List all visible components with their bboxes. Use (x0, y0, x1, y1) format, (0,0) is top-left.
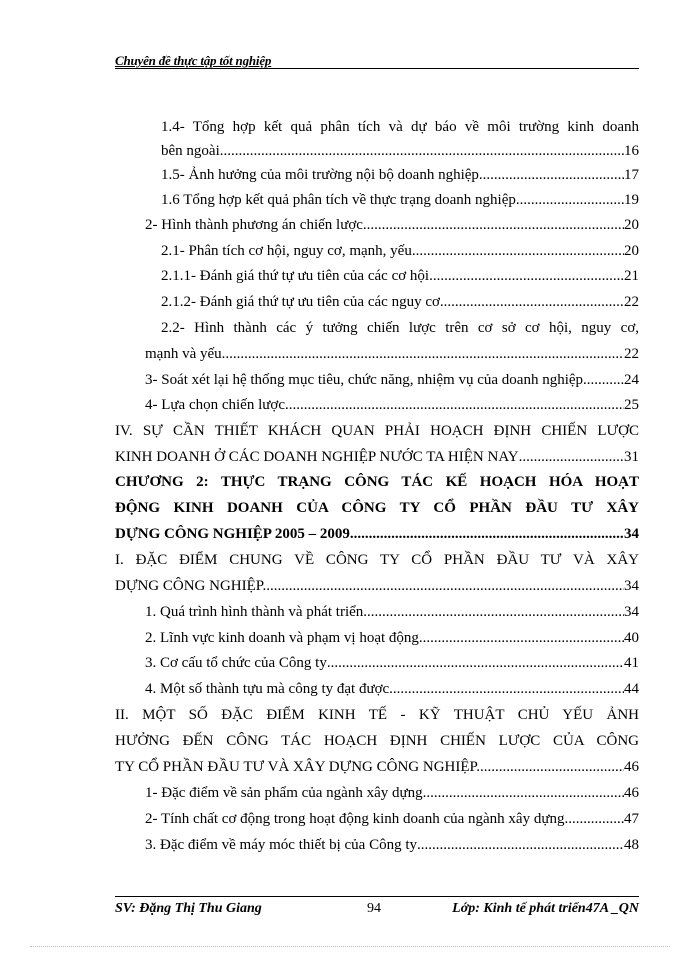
toc-text: 2. Lĩnh vực kinh doanh và phạm vị hoạt động (145, 630, 419, 646)
toc-text: 1.4- Tổng hợp kết quả phân tích và dự báo về môi trường kinh doanh (161, 119, 639, 135)
leader-dots (285, 395, 624, 415)
leader-dots (354, 524, 624, 544)
toc-text: 1- Đặc điểm về sản phẩm của ngành xây dựng (145, 785, 423, 801)
toc-text: KINH DOANH Ở CÁC DOANH NGHIỆP NƯỚC TA HIỆN NAY (115, 449, 519, 465)
toc-page: 41 (624, 655, 639, 671)
toc-entry-i-line1 (115, 550, 639, 570)
toc-page: 20 (624, 217, 639, 233)
leader-dots (423, 783, 624, 803)
leader-dots (480, 757, 624, 777)
leader-dots (363, 215, 624, 235)
footer-student: SV: Đặng Thị Thu Giang (115, 901, 262, 916)
toc-chapter-2-line1 (115, 472, 639, 492)
toc-page: 25 (624, 397, 639, 413)
toc-text: 1.5- Ảnh hưởng của môi trường nội bộ doanh nghiệp (161, 167, 479, 183)
toc-entry-i-3[interactable] (145, 653, 639, 673)
toc-page: 24 (624, 372, 639, 388)
toc-page: 46 (624, 785, 639, 801)
leader-dots (564, 809, 624, 829)
toc-text: CHƯƠNG 2: THỰC TRẠNG CÔNG TÁC KẾ HOẠCH HÓA HOẠT (115, 474, 639, 490)
toc-page: 34 (624, 578, 639, 594)
toc-text: DỰNG CÔNG NGHIỆP. (115, 578, 267, 594)
toc-text: HƯỞNG ĐẾN CÔNG TÁC HOẠCH ĐỊNH CHIẾN LƯỢC CỦA CÔNG (115, 733, 639, 749)
toc-page: 47 (624, 811, 639, 827)
toc-entry-3[interactable] (145, 370, 639, 390)
leader-dots (583, 370, 624, 390)
toc-text: I. ĐẶC ĐIỂM CHUNG VỀ CÔNG TY CỔ PHẦN ĐẦU TƯ VÀ XÂY (115, 552, 639, 568)
toc-entry-ii-line2 (115, 731, 639, 751)
leader-dots (222, 344, 624, 364)
toc-entry-1-4-line1 (161, 117, 639, 137)
header-title: Chuyên đề thực tập tốt nghiệp (115, 53, 272, 68)
leader-dots (417, 835, 624, 855)
toc-page: 21 (624, 268, 639, 284)
toc-text: IV. SỰ CẦN THIẾT KHÁCH QUAN PHẢI HOẠCH ĐỊNH CHIẾN LƯỢC (115, 423, 639, 439)
leader-dots (516, 190, 624, 210)
toc-entry-ii-line1 (115, 705, 639, 725)
toc-text: 2.1.1- Đánh giá thứ tự ưu tiên của các cơ hội (161, 268, 430, 284)
toc-entry-1-4[interactable] (161, 141, 639, 161)
toc-entry-ii[interactable] (115, 757, 639, 777)
toc-page: 34 (624, 604, 639, 620)
toc-text: TY CỔ PHẦN ĐẦU TƯ VÀ XÂY DỰNG CÔNG NGHIỆP. (115, 759, 480, 775)
toc-entry-iv-line1 (115, 421, 639, 441)
toc-text: 2.1- Phân tích cơ hội, nguy cơ, mạnh, yếu (161, 243, 412, 259)
toc-page: 34 (624, 526, 639, 542)
leader-dots (440, 292, 624, 312)
leader-dots (429, 266, 624, 286)
toc-page: 46 (624, 759, 639, 775)
leader-dots (412, 241, 624, 261)
toc-entry-4[interactable] (145, 395, 639, 415)
toc-page: 22 (624, 346, 639, 362)
toc-entry-ii-3[interactable] (145, 835, 639, 855)
toc-text: II. MỘT SỐ ĐẶC ĐIỂM KINH TẾ - KỸ THUẬT CHỦ YẾU ẢNH (115, 707, 639, 723)
toc-entry-2-1[interactable] (161, 241, 639, 261)
toc-text: 2.2- Hình thành các ý tưởng chiến lược trên cơ sở cơ hội, nguy cơ, (161, 320, 639, 336)
toc-text: 4- Lựa chọn chiến lược (145, 397, 285, 413)
leader-dots (363, 602, 624, 622)
toc-text: mạnh và yếu (145, 346, 222, 362)
leader-dots (389, 679, 624, 699)
leader-dots (419, 628, 624, 648)
toc-text: 3. Cơ cấu tổ chức của Công ty (145, 655, 327, 671)
toc-text: 4. Một số thành tựu mà công ty đạt được (145, 681, 390, 697)
toc-text: bên ngoài (161, 143, 220, 159)
toc-entry-ii-1[interactable] (145, 783, 639, 803)
toc-entry-ii-2[interactable] (145, 809, 639, 829)
toc-page: 16 (624, 143, 639, 159)
toc-entry-2-1-2[interactable] (161, 292, 639, 312)
footer-rule (115, 896, 639, 897)
toc-page: 40 (624, 630, 639, 646)
toc-entry-2-1-1[interactable] (161, 266, 639, 286)
toc-text: 2- Hình thành phương án chiến lược (145, 217, 363, 233)
page-footer (115, 901, 639, 921)
toc-page: 44 (624, 681, 639, 697)
toc-entry-2-2-line1 (161, 318, 639, 338)
toc-entry-i-4[interactable] (145, 679, 639, 699)
leader-dots (266, 576, 624, 596)
leader-dots (220, 141, 624, 161)
toc-chapter-2[interactable] (115, 524, 639, 544)
toc-page: 48 (624, 837, 639, 853)
toc-entry-1-6[interactable] (161, 190, 639, 210)
toc-text: 1. Quá trình hình thành và phát triển (145, 604, 364, 620)
toc-text: 2- Tính chất cơ động trong hoạt động kinh doanh của ngành xây dựng (145, 811, 565, 827)
toc-entry-i-2[interactable] (145, 628, 639, 648)
toc-text: 3. Đặc điểm về máy móc thiết bị của Công ty (145, 837, 418, 853)
leader-dots (327, 653, 624, 673)
footer-class: Lớp: Kinh tế phát triển47A _QN (452, 901, 639, 916)
toc-entry-2[interactable] (145, 215, 639, 235)
toc-entry-2-2[interactable] (145, 344, 639, 364)
toc-chapter-2-line2 (115, 498, 639, 518)
toc-text: 2.1.2- Đánh giá thứ tự ưu tiên của các nguy cơ (161, 294, 440, 310)
toc-entry-i-1[interactable] (145, 602, 639, 622)
toc-entry-i[interactable] (115, 576, 639, 596)
toc-page: 22 (624, 294, 639, 310)
toc-text: 3- Soát xét lại hệ thống mục tiêu, chức năng, nhiệm vụ của doanh nghiệp (145, 372, 584, 388)
footer-page-number: 94 (367, 901, 381, 916)
toc-page: 31 (624, 449, 639, 465)
toc-text: ĐỘNG KINH DOANH CỦA CÔNG TY CỔ PHẦN ĐẦU TƯ XÂY (115, 500, 639, 516)
leader-dots (479, 165, 624, 185)
toc-entry-iv[interactable] (115, 447, 639, 467)
leader-dots (519, 447, 624, 467)
toc-page: 20 (624, 243, 639, 259)
toc-page: 19 (624, 192, 639, 208)
page-bottom-divider (30, 946, 670, 947)
toc-page: 17 (624, 167, 639, 183)
toc-entry-1-5[interactable] (161, 165, 639, 185)
toc-text: DỰNG CÔNG NGHIỆP 2005 – 2009. (115, 526, 354, 542)
toc-text: 1.6 Tổng hợp kết quả phân tích về thực trạng doanh nghiệp (161, 192, 516, 208)
